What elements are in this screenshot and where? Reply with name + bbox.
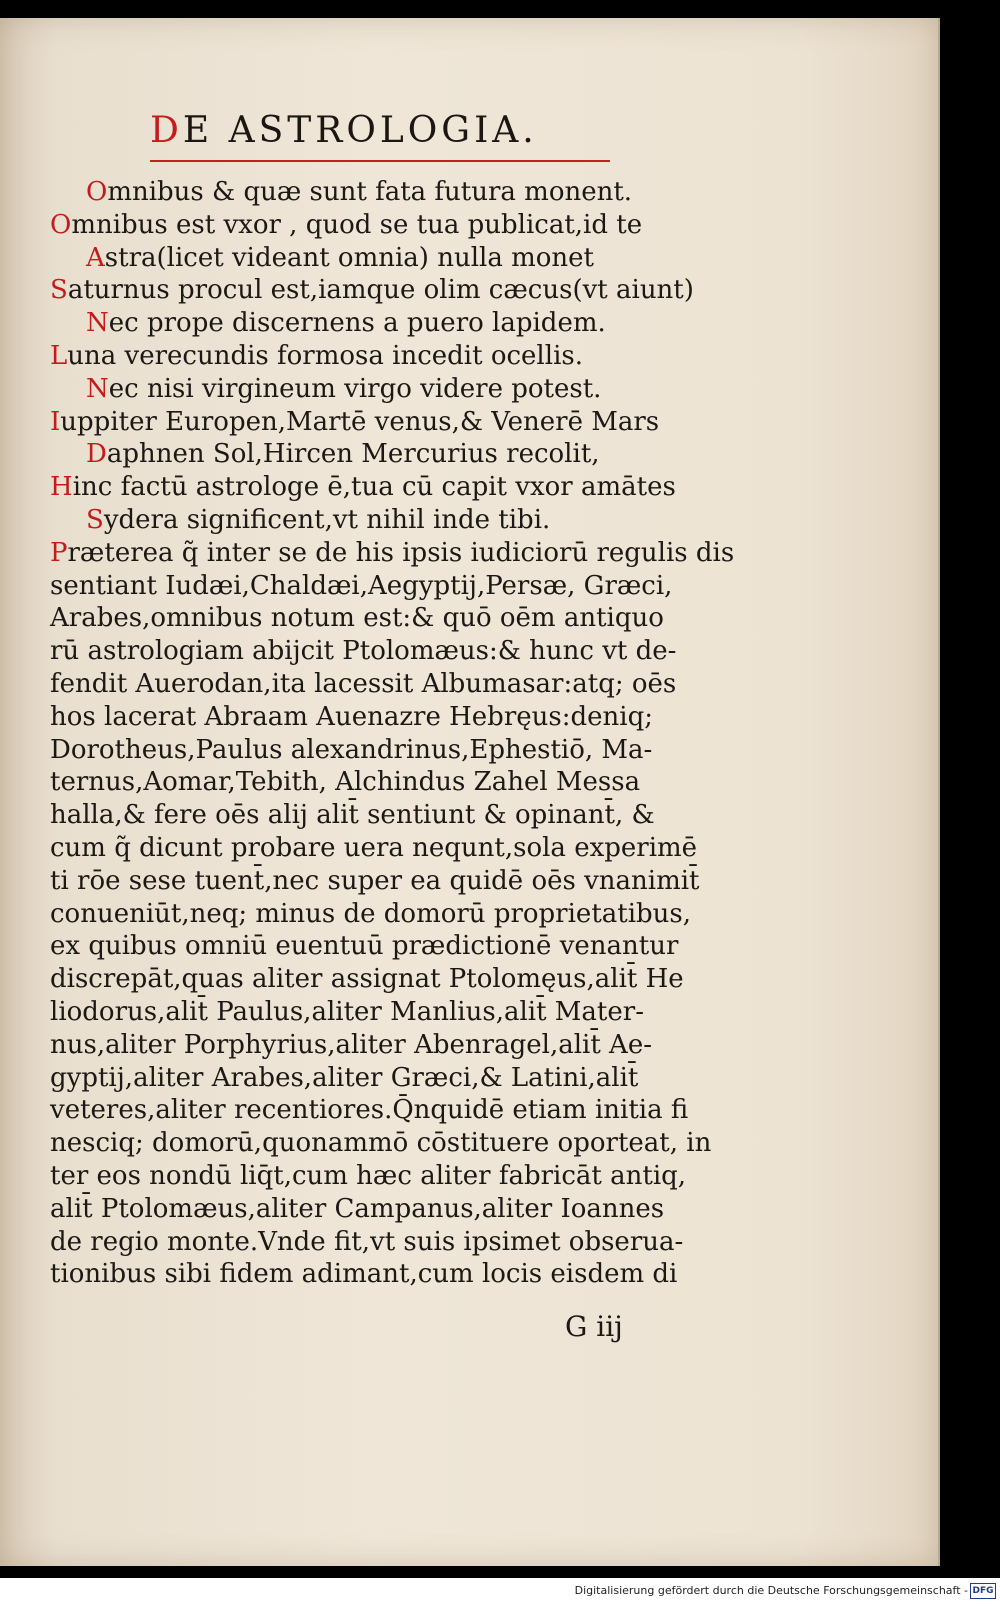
rubricated-initial: O: [50, 209, 72, 240]
rubricated-initial: P: [50, 537, 68, 568]
text-line: [50, 832, 740, 865]
text-line: [50, 1258, 740, 1291]
header-text: E ASTROLOGIA.: [182, 110, 538, 151]
line-text: cum q̃ dicunt probare uera nequnt,sola experimē: [50, 832, 698, 863]
text-line: [50, 1160, 740, 1193]
text-line: [50, 307, 740, 340]
line-text: tionibus sibi fidem adimant,cum locis eisdem di: [50, 1259, 678, 1290]
rubricated-initial: H: [50, 472, 73, 503]
text-line: [50, 1193, 740, 1226]
text-line: [50, 570, 740, 603]
text-line: [50, 602, 740, 635]
footer-bar: [0, 1578, 1000, 1607]
line-text: ec prope discernens a puero lapidem.: [108, 308, 606, 339]
text-line: [50, 996, 740, 1029]
line-text: ternus,Aomar,Tebith, Alchindus Zahel Messa: [50, 767, 641, 798]
line-text: aphnen Sol,Hircen Mercurius recolit,: [106, 439, 600, 470]
line-text: ec nisi virgineum virgo videre potest.: [108, 373, 602, 404]
line-text: aturnus procul est,iamque olim cæcus(vt aiunt): [67, 275, 694, 306]
line-text: veteres,aliter recentiores.Q̄nquidē etiam initia fi: [50, 1095, 689, 1126]
line-text: ræterea q̃ inter se de his ipsis iudiciorū regulis dis: [67, 537, 735, 568]
text-line: [50, 438, 740, 471]
signature-mark: G iij: [565, 1310, 623, 1343]
rubricated-initial: O: [86, 177, 108, 207]
rubricated-initial: L: [50, 340, 68, 371]
header-initial: D: [150, 110, 183, 151]
line-text: ydera significent,vt nihil inde tibi.: [103, 504, 551, 535]
text-line: [50, 373, 740, 406]
line-text: liodorus,alit̄ Paulus,aliter Manlius,alit̄ Mater-: [50, 996, 644, 1027]
line-text: gyptij,aliter Arabes,aliter Græci,& Latini,alit̄: [50, 1062, 639, 1093]
line-text: nesciq; domorū,quonammō cōstituere oporteat, in: [50, 1128, 712, 1159]
text-line: [50, 668, 740, 701]
line-text: de regio monte.Vnde fit,vt suis ipsimet obserua-: [50, 1226, 684, 1257]
text-line: [50, 1226, 740, 1259]
line-text: mnibus est vxor , quod se tua publicat,id te: [71, 209, 643, 240]
text-line: [50, 635, 740, 668]
text-line: [50, 242, 740, 275]
header-rule: [150, 160, 610, 162]
text-line: [50, 865, 740, 898]
line-text: uppiter Europen,Martē venus,& Venerē Mars: [60, 406, 660, 437]
text-line: [50, 504, 740, 537]
text-line: [50, 176, 740, 209]
text-line: [50, 1094, 740, 1127]
text-line: [50, 734, 740, 767]
text-line: [50, 537, 740, 570]
text-line: [50, 1062, 740, 1095]
text-line: [50, 701, 740, 734]
line-text: discrepāt,quas aliter assignat Ptolomęus,alit̄ He: [50, 964, 684, 995]
text-line: [50, 1029, 740, 1062]
rubricated-initial: S: [86, 504, 104, 535]
line-text: alit̄ Ptolomæus,aliter Campanus,aliter Ioannes: [50, 1193, 665, 1224]
line-text: sentiant Iudæi,Chaldæi,Aegyptij,Persæ, Græci,: [50, 570, 673, 601]
text-line: [50, 406, 740, 439]
line-text: ex quibus omniū euentuū prædictionē venantur: [50, 931, 679, 962]
text-line: [50, 766, 740, 799]
text-line: [50, 799, 740, 832]
line-text: inc factū astrologe ē,tua cū capit vxor amātes: [72, 472, 676, 503]
line-text: fendit Auerodan,ita lacessit Albumasar:atq; oēs: [50, 668, 677, 699]
body-text: [50, 176, 740, 1291]
line-text: rū astrologiam abijcit Ptolomæus:& hunc vt de-: [50, 636, 677, 667]
line-text: ter eos nondū liq̄t,cum hæc aliter fabricāt antiq,: [50, 1160, 687, 1191]
text-line: [50, 898, 740, 931]
line-text: ti rōe sese tuent̄,nec super ea quidē oēs vnanimit̄: [50, 865, 700, 896]
text-line: [50, 340, 740, 373]
line-text: mnibus & quæ sunt fata futura monent.: [107, 177, 633, 207]
text-line: [50, 930, 740, 963]
rubricated-initial: S: [50, 275, 68, 306]
line-text: hos lacerat Abraam Auenazre Hebręus:deniq;: [50, 701, 653, 732]
dfg-logo: DFG: [970, 1583, 996, 1599]
line-text: Arabes,omnibus notum est:& quō oēm antiquo: [50, 603, 664, 634]
text-line: [50, 209, 740, 242]
text-line: [50, 963, 740, 996]
text-line: [50, 274, 740, 307]
rubricated-initial: A: [86, 242, 105, 273]
running-header: [150, 110, 620, 166]
line-text: conueniūt,neq; minus de domorū proprietatibus,: [50, 898, 692, 929]
text-line: [50, 471, 740, 504]
rubricated-initial: N: [86, 308, 109, 339]
footer-credit: Digitalisierung gefördert durch die Deutsche Forschungsgemeinschaft -: [574, 1584, 968, 1597]
text-line: [50, 1127, 740, 1160]
rubricated-initial: D: [86, 439, 107, 470]
rubricated-initial: I: [50, 406, 61, 437]
line-text: Dorotheus,Paulus alexandrinus,Ephestiō, Ma-: [50, 734, 653, 765]
line-text: halla,& fere oēs alij alit̄ sentiunt & opinant̄, &: [50, 800, 655, 831]
book-page: [0, 18, 940, 1566]
line-text: stra(licet videant omnia) nulla monet: [104, 242, 594, 273]
line-text: una verecundis formosa incedit ocellis.: [67, 340, 583, 371]
line-text: nus,aliter Porphyrius,aliter Abenragel,alit̄ Ae-: [50, 1029, 652, 1060]
rubricated-initial: N: [86, 373, 109, 404]
